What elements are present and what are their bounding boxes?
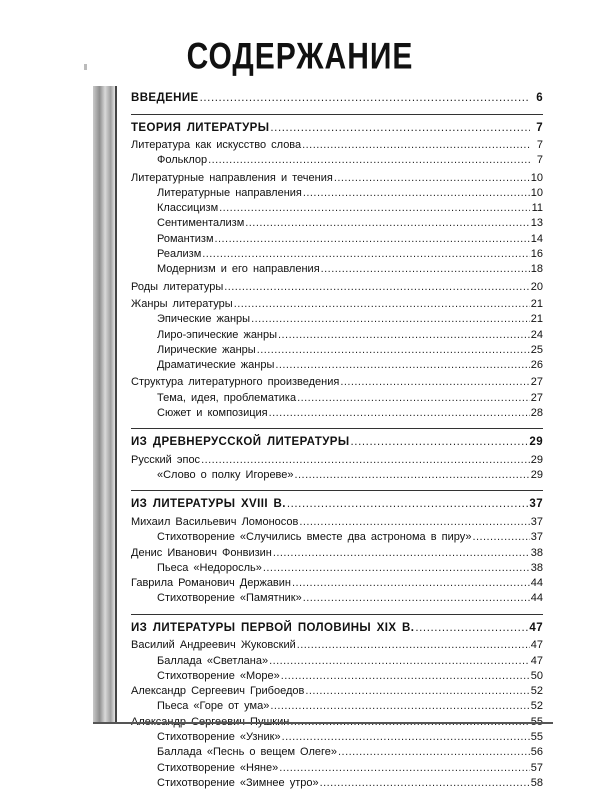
toc-entry-label: Драматические жанры [157,359,275,372]
toc-leader-dots [234,297,530,312]
toc-page-number: 37 [530,515,543,528]
toc-entry[interactable] [131,153,543,168]
toc-page-number: 21 [530,313,543,326]
toc-page-number: 29 [530,453,543,466]
toc-entry-label: Реализм [157,248,202,261]
toc-entry-label: Эпические жанры [157,313,251,326]
toc-page-number: 29 [530,469,543,482]
toc-entry[interactable] [131,375,543,390]
toc-leader-dots [292,576,530,591]
page-title: СОДЕРЖАНИЕ [186,35,414,77]
toc-entry-label: Денис Иванович Фонвизин [131,546,272,559]
toc-page-number: 47 [529,621,543,634]
spine-edge-line [115,86,117,722]
toc-section-18th-century[interactable] [131,496,543,513]
toc-leader-dots [263,561,530,576]
toc-page-number: 7 [536,154,543,167]
toc-page-number: 44 [530,592,543,605]
toc-entry-label: Стихотворение «Зимнее утро» [157,776,319,789]
toc-entry-label: Баллада «Светлана» [157,654,269,667]
toc-entry-label: ИЗ ЛИТЕРАТУРЫ XVIII В. [131,498,286,511]
toc-page-number: 7 [536,121,543,134]
toc-entry-label: Роды литературы [131,280,224,293]
toc-section-theory[interactable] [131,120,543,137]
toc-page-number: 27 [530,391,543,404]
toc-entry[interactable] [131,297,543,312]
toc-entry-label: Стихотворение «Узник» [157,731,281,743]
toc-page-number: 27 [530,376,543,389]
toc-leader-dots [278,328,530,343]
toc-leader-dots [224,280,529,295]
toc-entry-label: Стихотворение «Случились вместе два астронома в пиру» [157,531,472,544]
toc-entry-label: Литературные направления [157,186,302,199]
toc-entry-label: Тема, идея, проблематика [157,391,297,404]
toc-entry[interactable] [131,358,543,373]
toc-entry-label: Пьеса «Горе от ума» [157,700,270,713]
toc-entry[interactable] [131,638,543,653]
toc-entry[interactable] [131,468,543,483]
toc-entry-label: Михаил Васильевич Ломоносов [131,515,299,528]
toc-entry[interactable] [131,699,543,714]
toc-entry-label: Романтизм [157,232,214,245]
toc-leader-dots [270,120,530,137]
toc-page-number: 37 [529,498,543,511]
toc-page-number: 16 [530,248,543,261]
toc-page-number: 11 [531,202,543,215]
toc-entry[interactable] [131,186,543,201]
toc-page-number: 21 [530,297,543,310]
toc-leader-dots [219,201,530,216]
toc-page-number: 24 [530,328,543,341]
toc-page-number: 7 [536,139,543,151]
toc-entry-label: ТЕОРИЯ ЛИТЕРАТУРЫ [131,121,270,134]
toc-entry[interactable] [131,312,543,327]
toc-page-number: 29 [529,436,543,449]
toc-entry-label: Литература как искусство слова [131,139,302,151]
toc-page-number: 38 [530,546,543,559]
toc-entry-label: Литературные направления и течения [131,171,333,184]
toc-page-number: 10 [530,171,543,184]
toc-leader-dots [302,138,530,153]
toc-section-old-russian[interactable] [131,434,543,451]
toc-page-number: 10 [530,186,543,199]
toc-leader-dots [303,186,530,201]
toc-entry-label: Лиро-эпические жанры [157,328,278,341]
toc-page-number: 37 [530,531,543,544]
toc-entry[interactable] [131,776,543,791]
toc-entry-label: Сентиментализм [157,217,245,230]
toc-page-number: 55 [530,731,543,743]
toc-entry-label: Модернизм и его направления [157,263,320,276]
section-divider [131,107,543,115]
toc-leader-dots [303,591,530,606]
toc-leader-dots [275,358,529,373]
toc-leader-dots [305,684,529,699]
bottom-rule [93,722,553,724]
toc-leader-dots [281,669,530,684]
toc-leader-dots [297,638,530,653]
toc-leader-dots [245,216,529,231]
section-divider [131,421,543,429]
toc-entry[interactable] [131,328,543,343]
toc-entry-label: Стихотворение «Памятник» [157,592,302,605]
toc-leader-dots [270,699,529,714]
toc-page-number: 13 [530,217,543,230]
toc-entry-label: Сюжет и композиция [157,407,268,420]
toc-entry[interactable] [131,216,543,231]
toc-leader-dots [208,153,530,168]
toc-leader-dots [415,620,528,637]
toc-entry[interactable] [131,761,543,776]
toc-entry[interactable] [131,201,543,216]
toc-page-number: 18 [530,263,543,276]
toc-leader-dots [472,530,529,545]
toc-entry-label: Баллада «Песнь о вещем Олеге» [157,746,338,759]
toc-page-number: 57 [530,761,543,774]
toc-entry-label: Фольклор [157,154,208,167]
toc-entry[interactable] [131,730,543,745]
toc-page-number: 47 [530,654,543,667]
toc-section-19th-century[interactable] [131,620,543,637]
toc-leader-dots [201,453,530,468]
toc-entry-label: Русский эпос [131,453,201,466]
toc-page-number: 14 [530,232,543,245]
toc-leader-dots [295,468,530,483]
toc-entry[interactable] [131,453,543,468]
binding-spine [93,86,115,722]
toc-entry-label: Стихотворение «Няне» [157,761,279,774]
toc-leader-dots [200,90,530,107]
toc-entry-label: Василий Андреевич Жуковский [131,639,296,652]
toc-entry[interactable] [131,262,543,277]
toc-entry-label: Гаврила Романович Державин [131,577,291,590]
toc-entry[interactable] [131,546,543,561]
toc-page-number: 47 [530,639,543,652]
toc-entry-label: ВВЕДЕНИЕ [131,92,199,104]
toc-page-number: 28 [530,407,543,420]
toc-leader-dots [338,745,530,760]
toc-leader-dots [202,247,529,262]
toc-leader-dots [251,312,530,327]
toc-entry[interactable] [131,171,543,186]
toc-page-number: 52 [530,700,543,713]
toc-leader-dots [269,654,530,669]
toc-entry-label: Лирические жанры [157,343,256,356]
toc-page-number: 58 [530,776,543,789]
toc-entry[interactable] [131,669,543,684]
toc-entry-label: Пьеса «Недоросль» [157,561,262,574]
table-of-contents [131,90,543,791]
toc-entry-label: «Слово о полку Игореве» [157,469,294,482]
toc-entry[interactable] [131,591,543,606]
toc-entry[interactable] [131,138,543,153]
toc-leader-dots [340,375,529,390]
toc-entry[interactable] [131,232,543,247]
toc-page-number: 26 [530,359,543,372]
toc-leader-dots [320,776,530,791]
toc-entry[interactable] [131,391,543,406]
toc-entry-label: Стихотворение «Море» [157,669,280,682]
toc-page-number: 20 [530,280,543,293]
toc-entry-label: Жанры литературы [131,297,233,310]
toc-page-number: 56 [530,746,543,759]
toc-entry[interactable] [131,515,543,530]
toc-entry-label: ИЗ ЛИТЕРАТУРЫ ПЕРВОЙ ПОЛОВИНЫ XIX В. [131,621,415,634]
toc-leader-dots [351,434,529,451]
toc-page-number: 25 [530,343,543,356]
toc-entry[interactable] [131,530,543,545]
toc-entry[interactable] [131,745,543,760]
toc-leader-dots [282,730,530,745]
section-divider [131,483,543,491]
toc-leader-dots [321,262,530,277]
toc-entry[interactable] [131,576,543,591]
toc-entry[interactable] [131,343,543,358]
toc-entry[interactable] [131,406,543,421]
toc-entry[interactable] [131,247,543,262]
toc-page-number: 52 [530,685,543,698]
section-divider [131,607,543,615]
toc-section-intro[interactable] [131,90,543,107]
toc-leader-dots [299,515,529,530]
toc-leader-dots [215,232,530,247]
toc-entry[interactable] [131,561,543,576]
toc-entry-label: Александр Сергеевич Грибоедов [131,685,305,698]
toc-leader-dots [334,171,530,186]
toc-entry-label: ИЗ ДРЕВНЕРУССКОЙ ЛИТЕРАТУРЫ [131,436,350,449]
toc-entry[interactable] [131,684,543,699]
toc-page-number: 38 [530,561,543,574]
toc-page-number: 44 [530,577,543,590]
toc-leader-dots [297,391,530,406]
toc-page-number: 6 [536,92,543,104]
toc-page-number: 50 [530,669,543,682]
toc-entry[interactable] [131,654,543,669]
toc-leader-dots [287,496,529,513]
toc-entry[interactable] [131,280,543,295]
toc-leader-dots [279,761,530,776]
toc-leader-dots [257,343,530,358]
toc-entry-label: Классицизм [157,202,219,215]
toc-leader-dots [273,546,530,561]
toc-leader-dots [269,406,530,421]
toc-entry-label: Структура литературного произведения [131,376,340,389]
